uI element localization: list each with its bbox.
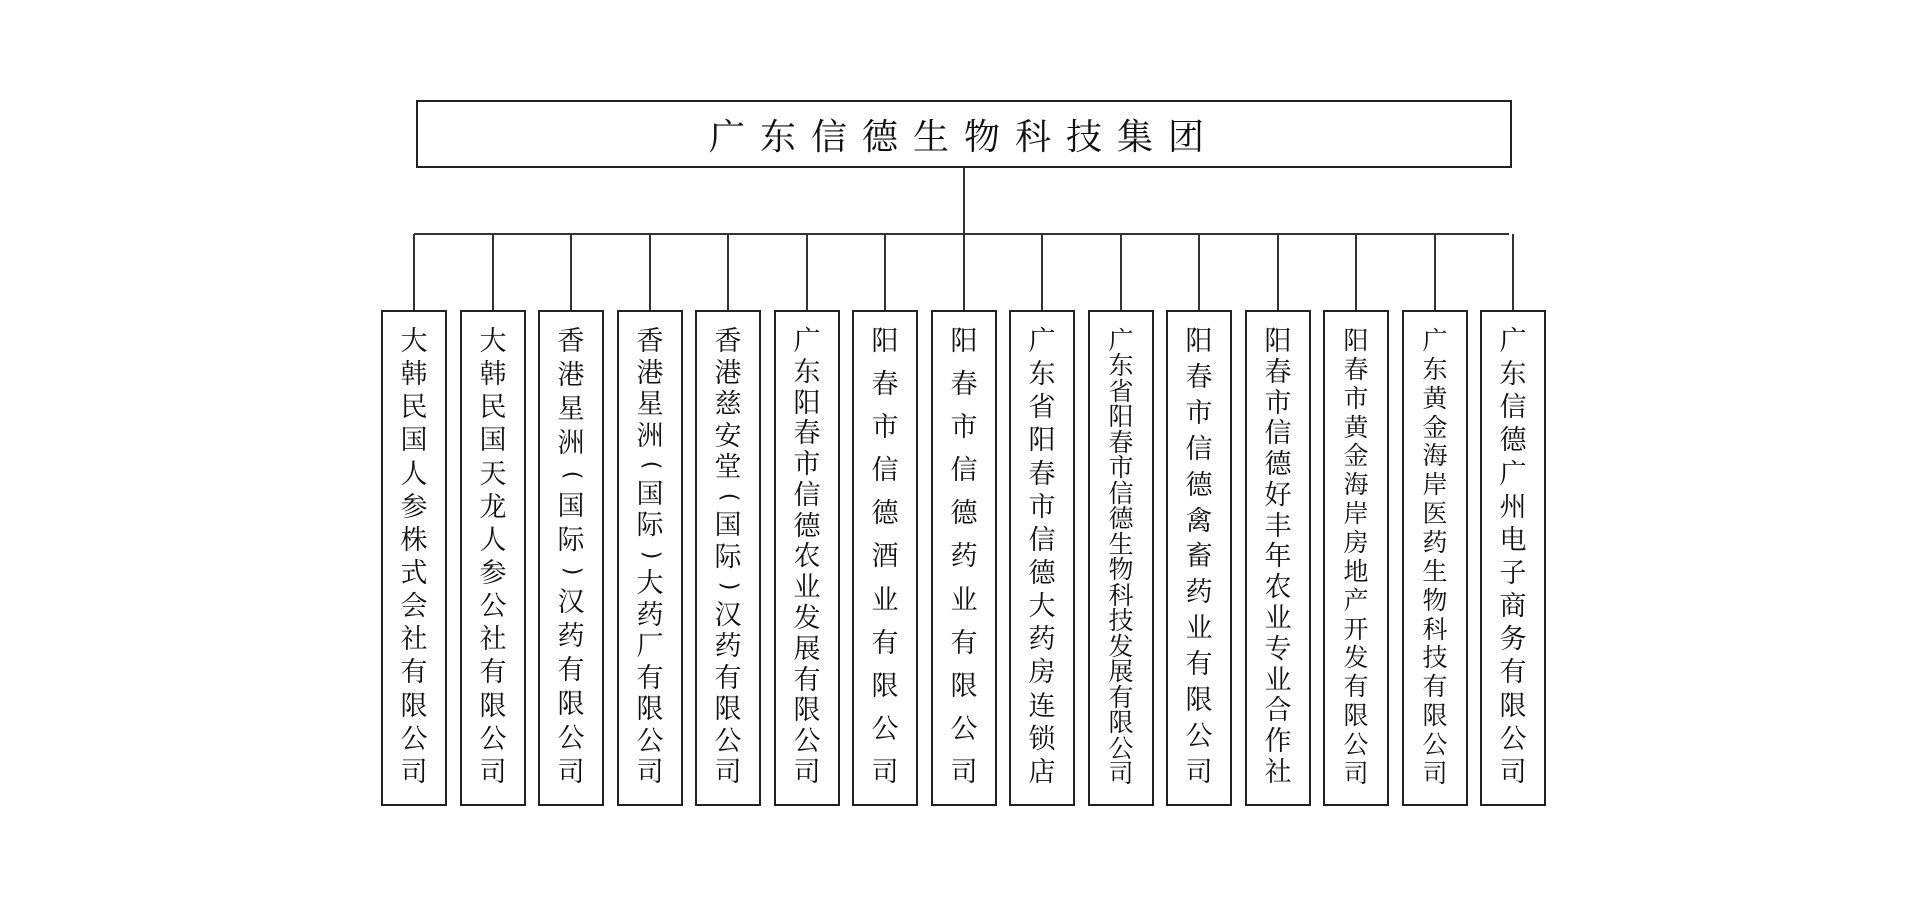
drop-line	[1355, 234, 1357, 310]
drop-line	[963, 234, 965, 310]
subsidiary-box: 广 东 阳 春 市 信 德 农 业 发 展 有 限 公 司	[774, 310, 840, 806]
subsidiary-box: 香 港 慈 安 堂 ( 国 际 ) 汉 药 有 限 公 司	[695, 310, 761, 806]
drop-line	[806, 234, 808, 310]
drop-line	[727, 234, 729, 310]
trunk-line	[963, 168, 965, 234]
subsidiary-box: 大 韩 民 国 天 龙 人 参 公 社 有 限 公 司	[460, 310, 526, 806]
subsidiary-box: 广 东 省 阳 春 市 信 德 大 药 房 连 锁 店	[1009, 310, 1075, 806]
subsidiary-box: 阳 春 市 信 德 好 丰 年 农 业 专 业 合 作 社	[1245, 310, 1311, 806]
drop-line	[649, 234, 651, 310]
subsidiary-box: 阳 春 市 信 德 药 业 有 限 公 司	[931, 310, 997, 806]
root-node	[416, 100, 1512, 168]
bus-line	[414, 233, 1509, 235]
drop-line	[1041, 234, 1043, 310]
drop-line	[884, 234, 886, 310]
root-title: 广东信德生物科技集团	[708, 116, 1219, 158]
subsidiary-box: 阳 春 市 信 德 酒 业 有 限 公 司	[852, 310, 918, 806]
subsidiary-box: 广 东 黄 金 海 岸 医 药 生 物 科 技 有 限 公 司	[1402, 310, 1468, 806]
subsidiary-box: 广 东 信 德 广 州 电 子 商 务 有 限 公 司	[1480, 310, 1546, 806]
subsidiary-box: 广 东 省 阳 春 市 信 德 生 物 科 技 发 展 有 限 公 司	[1088, 310, 1154, 806]
drop-line	[413, 234, 415, 310]
subsidiary-box: 大 韩 民 国 人 参 株 式 会 社 有 限 公 司	[381, 310, 447, 806]
drop-line	[492, 234, 494, 310]
drop-line	[1277, 234, 1279, 310]
drop-line	[1198, 234, 1200, 310]
subsidiary-box: 香 港 星 洲 ( 国 际 ) 大 药 厂 有 限 公 司	[617, 310, 683, 806]
subsidiary-box: 阳 春 市 信 德 禽 畜 药 业 有 限 公 司	[1166, 310, 1232, 806]
subsidiary-box: 阳 春 市 黄 金 海 岸 房 地 产 开 发 有 限 公 司	[1323, 310, 1389, 806]
drop-line	[1120, 234, 1122, 310]
subsidiary-box: 香 港 星 洲 ( 国 际 ) 汉 药 有 限 公 司	[538, 310, 604, 806]
drop-line	[1512, 234, 1514, 310]
drop-line	[570, 234, 572, 310]
drop-line	[1434, 234, 1436, 310]
